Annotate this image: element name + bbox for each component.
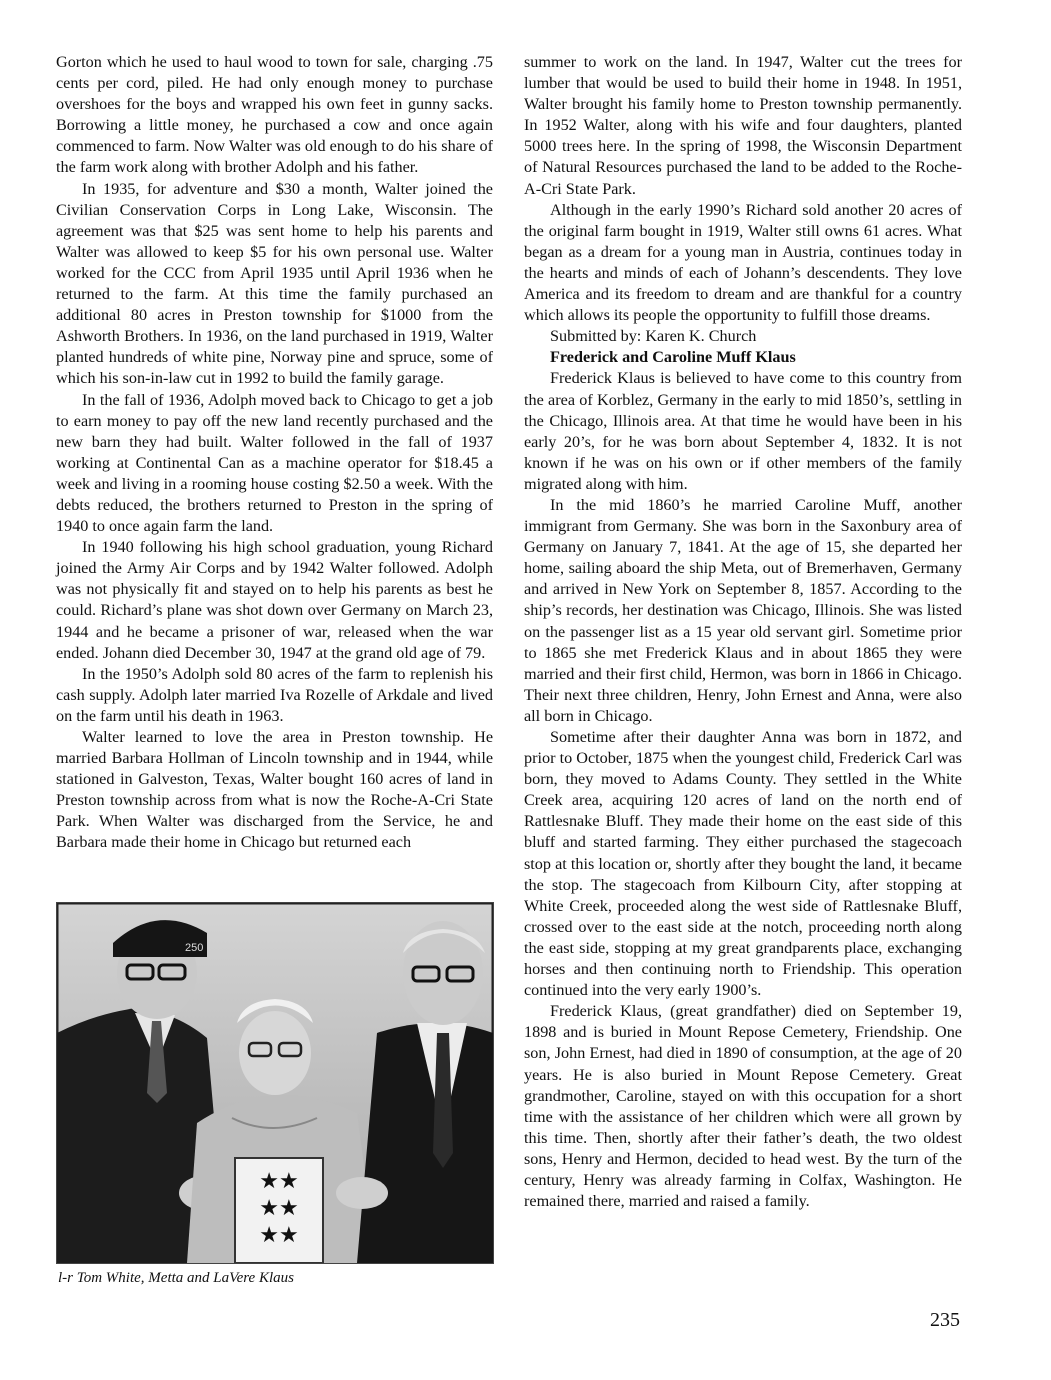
photo-figure [56, 902, 492, 1287]
left-column [56, 52, 493, 854]
paragraph: summer to work on the land. In 1947, Walter cut the trees for lumber that would be used to build their home in 1948. In 1951, Walter brought his family home to Preston township permanently. In 1952 Walter, along with his wife and four daughters, planted 5000 trees here. In the spring of 1998, the Wisconsin Department of Natural Resources purchased the land to be added to the Roche-A-Cri State Park. [524, 53, 962, 198]
page-number: 235 [930, 1309, 960, 1331]
paragraph: In 1935, for adventure and $30 a month, Walter joined the Civilian Conservation Corps in Long Lake, Wisconsin. The agreement was that $25 was sent home to help his parents and Walter was allowed to keep $5 for his own personal use. Walter worked for the CCC from April 1935 until April 1936 when he returned to the farm. At this time the family purchased an additional 80 acres in Preston township for $1000 from the Ashworth Brothers. In 1936, on the land purchased in 1919, Walter planted hundreds of white pine, Norway pine and spruce, some of which his son-in-law cut in 1992 to build the family garage. [56, 179, 493, 388]
paragraph: Gorton which he used to haul wood to town for sale, charging .75 cents per cord, piled. He had only enough money to purchase overshoes for the boys and wrapped his own feet in gunny sacks. Borrowing a little money, he purchased a cow and once again commenced to farm. Now Walter was old enough to do his share of the farm work along with brother Adolph and his father. [56, 53, 493, 177]
photo-caption: l-r Tom White, Metta and LaVere Klaus [58, 1270, 294, 1286]
photo-illustration [57, 903, 493, 1263]
banner-stars-row-3: ★★ [259, 1223, 299, 1248]
star-banner [235, 1158, 323, 1263]
banner-stars-row-2: ★★ [259, 1196, 299, 1221]
banner-stars-row-1: ★★ [259, 1169, 299, 1194]
paragraph: In the fall of 1936, Adolph moved back to Chicago to get a job to earn money to pay off the new land recently purchased and the new barn they had built. Walter followed in the fall of 1937 working at Continental Can as a machine operator for $18.45 a week and living in a rooming house costing $2.50 a week. With the debts reduced, the brothers returned to Preston in the spring of 1940 to once again farm the land. [56, 390, 493, 536]
submitted-by: Submitted by: Karen K. Church [550, 327, 757, 346]
cap-label: 250 [185, 942, 204, 954]
paragraph: In the 1950’s Adolph sold 80 acres of the farm to replenish his cash supply. Adolph later married Iva Rozelle of Arkdale and lived on the farm until his death in 1963. [56, 664, 493, 725]
paragraph: Sometime after their daughter Anna was born in 1872, and prior to October, 1875 when the youngest child, Frederick Carl was born, they moved to Adams County. They settled in the White Creek area, acquiring 120 acres of land on the north end of Rattlesnake Bluff. They made their home on the east side of this bluff and started farming. They either purchased the stagecoach stop at this location or, shortly after they bought the land, it became the stop. The stagecoach from Kilbourn City, after stopping at White Creek, proceeded along the west side of Rattlesnake Bluff, crossed over to the east side at the notch, proceeding north along the east side, stopping at my great grandparents place, exchanging horses and then continuing north to Friendship. This operation continued into the very early 1900’s. [524, 728, 962, 1000]
paragraph: In 1940 following his high school graduation, young Richard joined the Army Air Corps and by 1942 Walter followed. Adolph was not physically fit and stayed on to help his parents as best he could. Richard’s plane was shot down over Germany on March 23, 1944 and he became a prisoner of war, released when the war ended. Johann died December 30, 1947 at the grand old age of 79. [56, 538, 493, 662]
right-column [524, 52, 962, 1212]
paragraph: Frederick Klaus is believed to have come to this country from the area of Korblez, Germany in the early to mid 1850’s, settling in the Chicago, Illinois area. At that time he would have been in his early 20’s, for he was born about September 4, 1832. It is not known if he was on his own or if other members of the family migrated along with him. [524, 369, 962, 493]
paragraph: In the mid 1860’s he married Caroline Muff, another immigrant from Germany. She was born in the Saxonbury area of Germany on January 7, 1841. At the age of 15, she departed her home, sailing aboard the ship Meta, out of Bremerhaven, Germany and arrived in New York on September 8, 1857. According to the ship’s records, her destination was Chicago, Illinois. She was listed on the passenger list as a 15 year old servant girl. Sometime prior to 1865 she met Frederick Klaus and in about 1865 they were married and their first child, Hermon, was born in 1866 in Chicago. Their next three children, Henry, John Ernest and Anna, were also all born in Chicago. [524, 495, 962, 725]
paragraph: Frederick Klaus, (great grandfather) died on September 19, 1898 and is buried in Mount Repose Cemetery, Friendship. One son, John Ernest, had died in 1890 of consumption, at the age of 20 years. He is also buried in Mount Repose Cemetery. Great grandmother, Caroline, stayed on with this occupation for a short time with the assistance of her children which were all grown by this time. Then, shortly after their father’s death, the two oldest sons, Henry and Hermon, decided to head west. By the turn of the century, Henry was already farming in Colfax, Washington. He remained there, married and raised a family. [524, 1002, 962, 1211]
paragraph: Although in the early 1990’s Richard sold another 20 acres of the original farm bought in 1919, Walter still owns 61 acres. What began as a dream for a young man in Austria, continues today in the hearts and minds of each of Johann’s descendents. They love America and its freedom to dream and are thankful for a country which allows its people the opportunity to fulfill those dreams. [524, 200, 962, 325]
paragraph: Walter learned to love the area in Preston township. He married Barbara Hollman of Lincoln township and in 1944, while stationed in Galveston, Texas, Walter bought 160 acres of land in Preston township across from what is now the Roche-A-Cri State Park. When Walter was discharged from the Service, he and Barbara made their home in Chicago but returned each [56, 728, 493, 852]
section-heading: Frederick and Caroline Muff Klaus [550, 348, 796, 367]
family-photo [56, 902, 494, 1264]
